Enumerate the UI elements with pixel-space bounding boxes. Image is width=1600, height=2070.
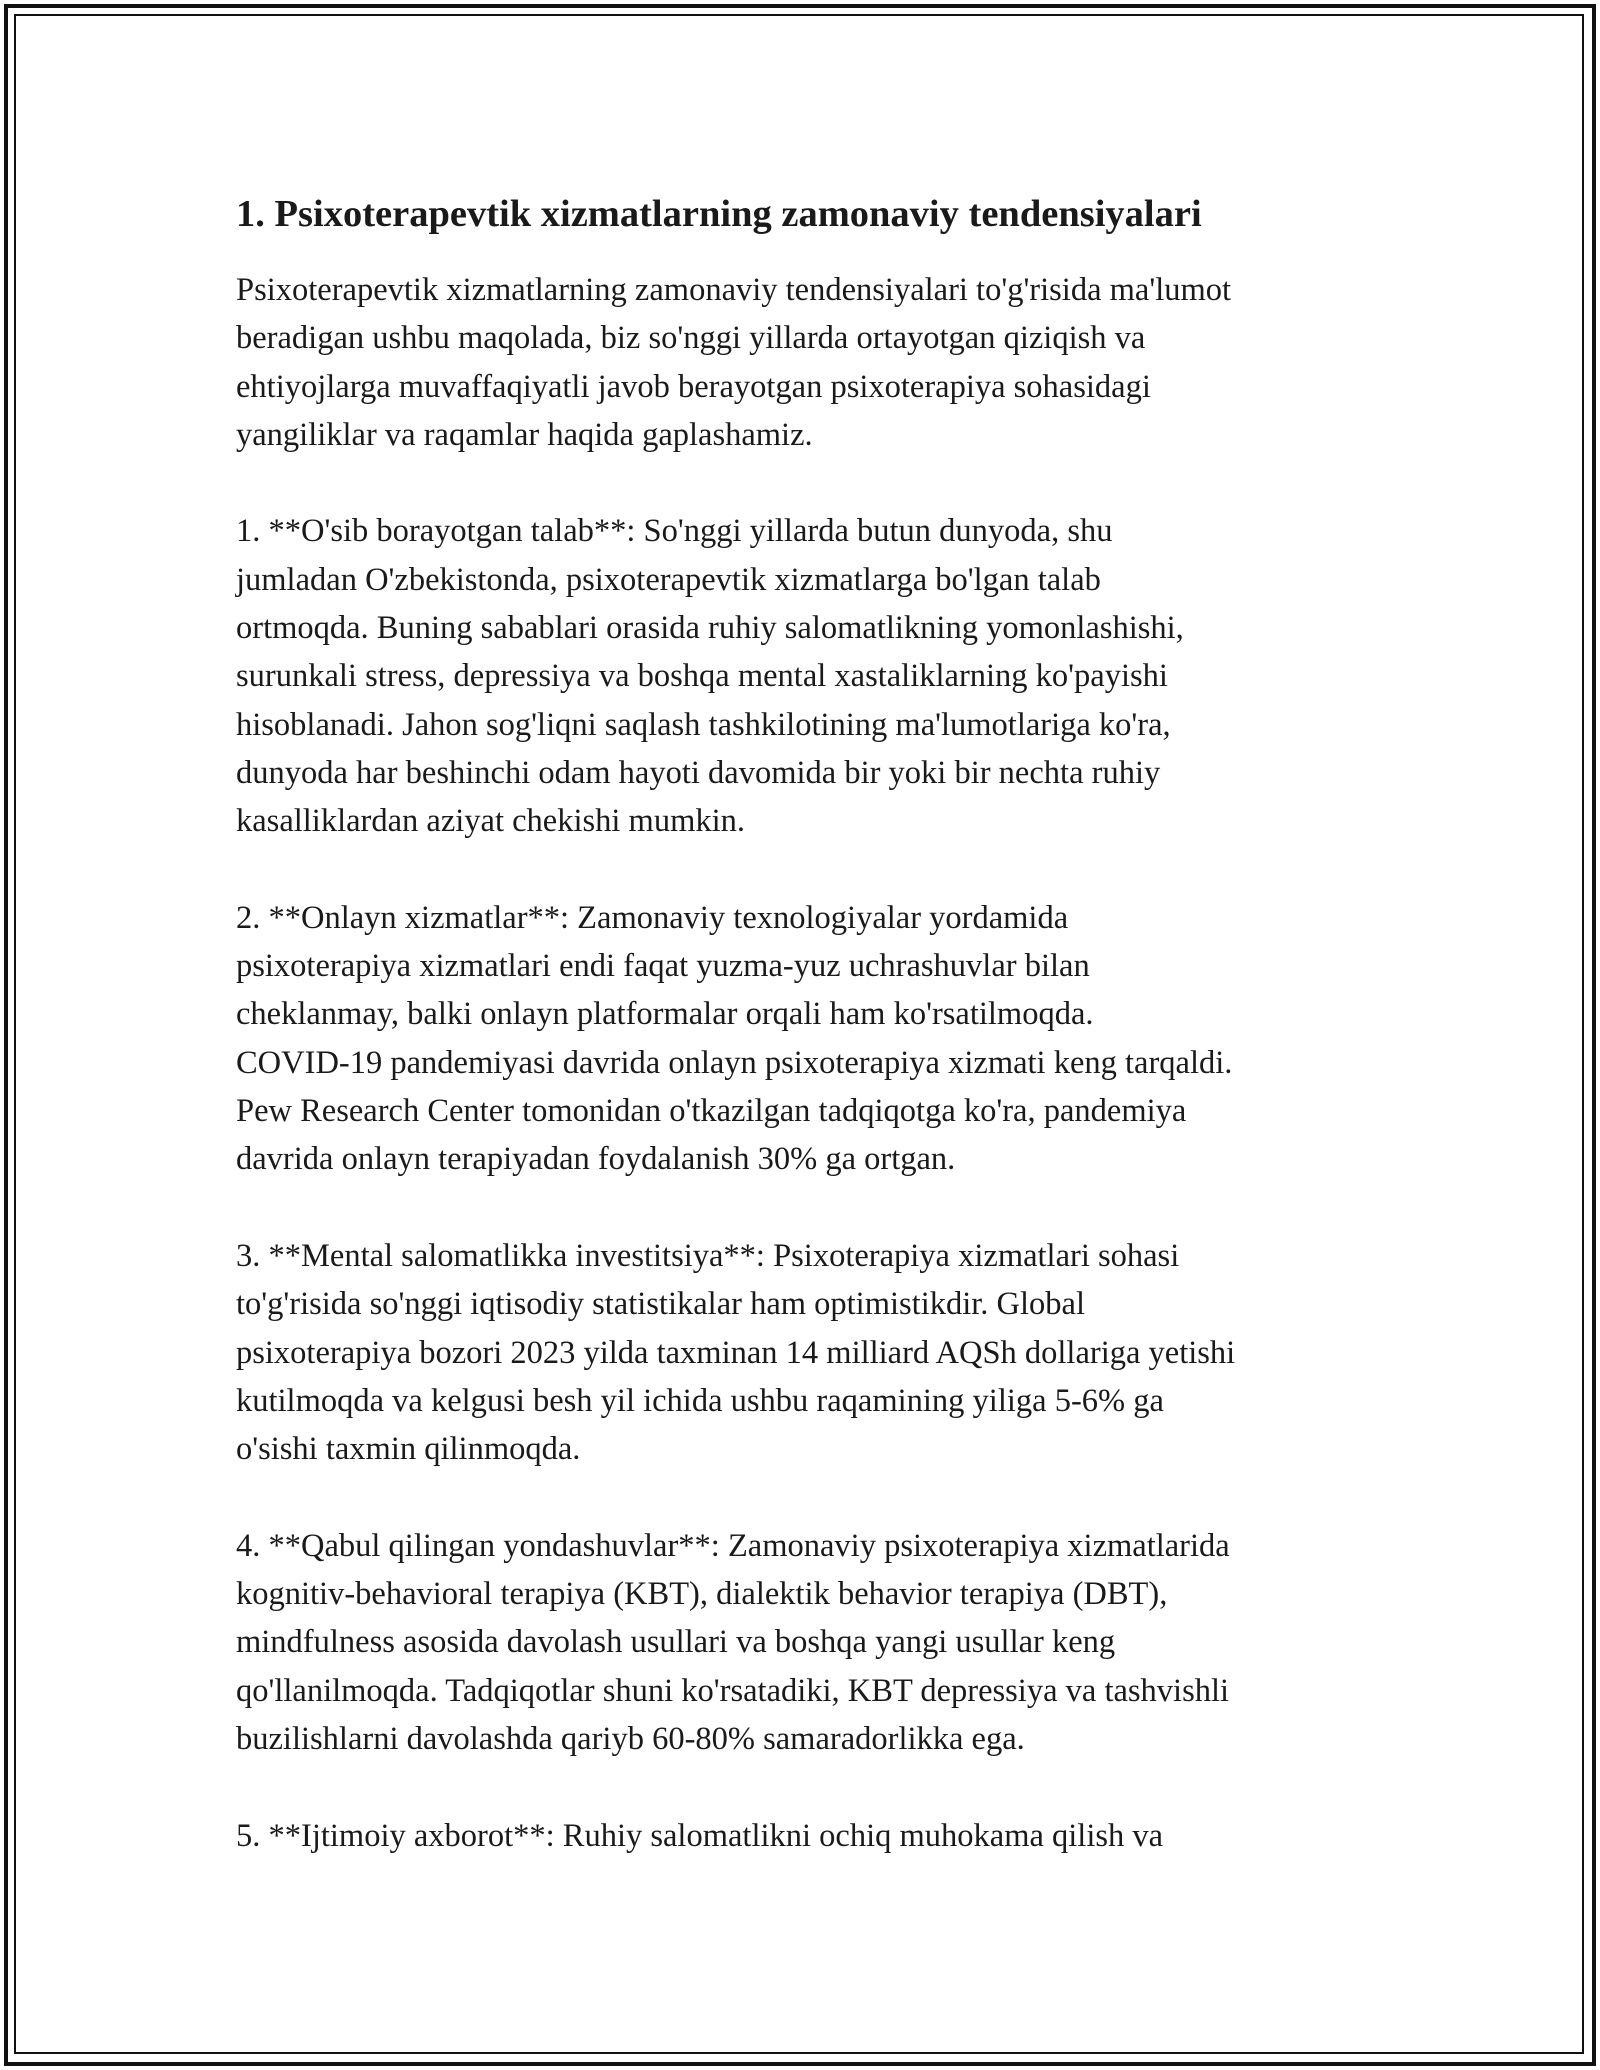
paragraph-item-4: 4. **Qabul qilingan yondashuvlar**: Zamonaviy psixoterapiya xizmatlarida kognitiv-behavioral terapiya (KBT), dialektik behavior terapiya (DBT), mindfulness asosida davolash usullari va boshqa yangi usullar keng qo'llanilmoqda. Tadqiqotlar shuni ko'rsatadiki, KBT depressiya va tashvishli buzilishlarni davolashda qariyb 60-80% samaradorlikka ega. [236,1527,1230,1757]
document-title: 1. Psixoterapevtik xizmatlarning zamonaviy tendensiyalari [236,193,1202,235]
paragraph-item-2: 2. **Onlayn xizmatlar**: Zamonaviy texnologiyalar yordamida psixoterapiya xizmatlari endi faqat yuzma-yuz uchrashuvlar bilan cheklanmay, balki onlayn platformalar orqali ham ko'rsatilmoqda. COVID-19 pandemiyasi davrida onlayn psixoterapiya xizmati keng tarqaldi. Pew Research Center tomonidan o'tkazilgan tadqiqotga ko'ra, pandemiya davrida onlayn terapiyadan foydalanish 30% ga ortgan. [236,899,1233,1178]
paragraph-item-3: 3. **Mental salomatlikka investitsiya**: Psixoterapiya xizmatlari sohasi to'g'risida so'nggi iqtisodiy statistikalar ham optimistikdir. Global psixoterapiya bozori 2023 yilda taxminan 14 milliard AQSh dollariga yetishi kutilmoqda va kelgusi besh yil ichida ushbu raqamining yiliga 5-6% ga o'sishi taxmin qilinmoqda. [236,1237,1236,1468]
paragraph-intro: Psixoterapevtik xizmatlarning zamonaviy tendensiyalari to'g'risida ma'lumot beradigan ushbu maqolada, biz so'nggi yillarda ortayotgan qiziqish va ehtiyojlarga muvaffaqiyatli javob berayotgan psixoterapiya sohasidagi yangiliklar va raqamlar haqida gaplashamiz. [236,272,1232,453]
paragraph-item-1: 1. **O'sib borayotgan talab**: So'nggi yillarda butun dunyoda, shu jumladan O'zbekistonda, psixoterapevtik xizmatlarga bo'lgan talab ortmoqda. Buning sabablari orasida ruhiy salomatlikning yomonlashishi, surunkali stress, depressiya va boshqa mental xastaliklarning ko'payishi hisoblanadi. Jahon sog'liqni saqlash tashkilotining ma'lumotlariga ko'ra, dunyoda har beshinchi odam hayoti davomida bir yoki bir nechta ruhiy kasalliklardan aziyat chekishi mumkin. [236,513,1184,840]
document-body [236,190,1376,1908]
paragraph-item-5: 5. **Ijtimoiy axborot**: Ruhiy salomatlikni ochiq muhokama qilish va [236,1817,1164,1854]
